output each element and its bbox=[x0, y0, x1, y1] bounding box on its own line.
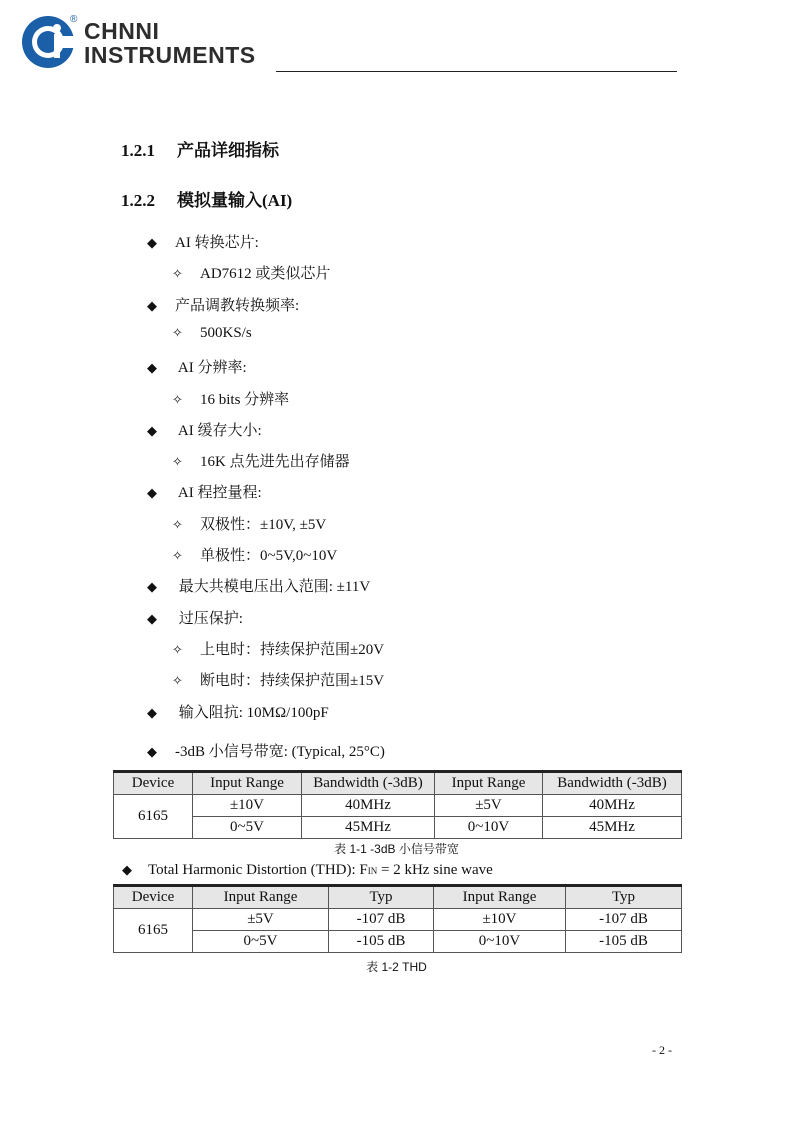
table-header-row bbox=[114, 886, 682, 909]
table-cell: 0~10V bbox=[435, 817, 543, 839]
table-header-cell: Typ bbox=[329, 886, 434, 909]
spec-sub-bullet bbox=[172, 513, 326, 534]
section-heading bbox=[121, 186, 292, 211]
spec-text: 输入阻抗: 10MΩ/100pF bbox=[175, 705, 329, 721]
diamond-bullet-icon: ◆ bbox=[147, 298, 157, 313]
spec-text: AI 程控量程: bbox=[175, 485, 262, 501]
spec-sub-bullet bbox=[172, 638, 384, 659]
table-cell: -107 dB bbox=[566, 909, 682, 931]
logo-text-line2: INSTRUMENTS bbox=[84, 42, 256, 68]
table-cell: 40MHz bbox=[302, 795, 435, 817]
table-row bbox=[114, 909, 682, 931]
spec-text: 16 bits 分辨率 bbox=[200, 392, 290, 408]
spec-bullet bbox=[147, 419, 262, 440]
table-cell: 0~5V bbox=[193, 931, 329, 953]
table-header-cell: Bandwidth (-3dB) bbox=[543, 772, 682, 795]
spec-sub-bullet bbox=[172, 450, 350, 471]
spec-text: 500KS/s bbox=[200, 325, 252, 341]
table-header-cell: Input Range bbox=[193, 886, 329, 909]
spec-sub-bullet bbox=[172, 325, 252, 342]
section-heading bbox=[121, 136, 279, 161]
star-bullet-icon: ✧ bbox=[172, 266, 183, 281]
section-title: 模拟量输入(AI) bbox=[177, 191, 293, 210]
bandwidth-table bbox=[113, 770, 682, 839]
table-caption: 表 1-2 THD bbox=[366, 960, 427, 974]
table-cell-device: 6165 bbox=[114, 909, 193, 953]
spec-bullet bbox=[147, 231, 259, 252]
spec-text: AI 缓存大小: bbox=[175, 423, 262, 439]
thd-text: Total Harmonic Distortion (THD): F bbox=[148, 862, 368, 878]
section-title: 产品详细指标 bbox=[177, 141, 279, 160]
table-row bbox=[114, 931, 682, 953]
spec-bullet bbox=[147, 575, 370, 596]
table-header-cell: Device bbox=[114, 886, 193, 909]
star-bullet-icon: ✧ bbox=[172, 454, 183, 469]
table-cell: -105 dB bbox=[566, 931, 682, 953]
diamond-bullet-icon: ◆ bbox=[147, 744, 157, 759]
spec-sub-bullet bbox=[172, 262, 330, 283]
spec-text: AI 转换芯片: bbox=[175, 235, 259, 251]
table-row bbox=[114, 795, 682, 817]
page-number: - 2 - bbox=[652, 1043, 672, 1057]
spec-bullet bbox=[147, 356, 247, 377]
table-caption: 表 1-1 -3dB 小信号带宽 bbox=[334, 842, 459, 856]
thd-subscript: IN bbox=[367, 866, 378, 876]
chnni-logo-icon bbox=[20, 14, 76, 70]
thd-text-tail: = 2 kHz sine wave bbox=[377, 862, 493, 878]
diamond-bullet-icon: ◆ bbox=[147, 235, 157, 250]
spec-text: 16K 点先进先出存储器 bbox=[200, 454, 350, 470]
spec-text: AI 分辨率: bbox=[175, 360, 247, 376]
table-cell-device: 6165 bbox=[114, 795, 193, 839]
spec-sub-bullet bbox=[172, 544, 337, 565]
spec-sub-bullet bbox=[172, 388, 289, 409]
star-bullet-icon: ✧ bbox=[172, 325, 183, 340]
table-row bbox=[114, 817, 682, 839]
company-logo bbox=[20, 14, 280, 74]
table-header-cell: Input Range bbox=[193, 772, 302, 795]
table-cell: 0~10V bbox=[434, 931, 566, 953]
table-header-cell: Device bbox=[114, 772, 193, 795]
table-cell: ±10V bbox=[434, 909, 566, 931]
spec-bullet bbox=[147, 740, 385, 761]
spec-text: 单极性：0~5V,0~10V bbox=[200, 548, 338, 564]
table-cell: -105 dB bbox=[329, 931, 434, 953]
star-bullet-icon: ✧ bbox=[172, 673, 183, 688]
spec-text: 产品调教转换频率: bbox=[175, 298, 300, 314]
section-number: 1.2.2 bbox=[121, 191, 155, 210]
header-divider bbox=[276, 71, 677, 72]
star-bullet-icon: ✧ bbox=[172, 517, 183, 532]
spec-bullet bbox=[147, 294, 299, 315]
table-cell: ±10V bbox=[193, 795, 302, 817]
spec-sub-bullet bbox=[172, 669, 384, 690]
table-cell: ±5V bbox=[193, 909, 329, 931]
diamond-bullet-icon: ◆ bbox=[122, 862, 132, 877]
spec-bullet bbox=[147, 607, 243, 628]
star-bullet-icon: ✧ bbox=[172, 548, 183, 563]
table-cell: 0~5V bbox=[193, 817, 302, 839]
diamond-bullet-icon: ◆ bbox=[147, 360, 157, 375]
spec-text: 过压保护: bbox=[175, 611, 243, 627]
section-number: 1.2.1 bbox=[121, 141, 155, 160]
diamond-bullet-icon: ◆ bbox=[147, 485, 157, 500]
table-header-row bbox=[114, 772, 682, 795]
diamond-bullet-icon: ◆ bbox=[147, 611, 157, 626]
diamond-bullet-icon: ◆ bbox=[147, 423, 157, 438]
spec-text: 最大共模电压出入范围: ±11V bbox=[175, 579, 371, 595]
table-cell: -107 dB bbox=[329, 909, 434, 931]
diamond-bullet-icon: ◆ bbox=[147, 705, 157, 720]
spec-text: AD7612 或类似芯片 bbox=[200, 266, 331, 282]
spec-text: 断电时：持续保护范围±15V bbox=[200, 673, 385, 689]
spec-text: 上电时：持续保护范围±20V bbox=[200, 642, 385, 658]
diamond-bullet-icon: ◆ bbox=[147, 579, 157, 594]
table-cell: 40MHz bbox=[543, 795, 682, 817]
spec-text: -3dB 小信号带宽: (Typical, 25°C) bbox=[175, 744, 385, 760]
spec-text: 双极性：±10V, ±5V bbox=[200, 517, 327, 533]
star-bullet-icon: ✧ bbox=[172, 642, 183, 657]
table-cell: ±5V bbox=[435, 795, 543, 817]
table-cell: 45MHz bbox=[543, 817, 682, 839]
thd-bullet bbox=[122, 862, 493, 879]
table-header-cell: Input Range bbox=[434, 886, 566, 909]
registered-mark: ® bbox=[70, 14, 78, 25]
spec-bullet bbox=[147, 481, 262, 502]
logo-text-line1: CHNNI bbox=[84, 18, 160, 44]
table-header-cell: Bandwidth (-3dB) bbox=[302, 772, 435, 795]
spec-bullet bbox=[147, 701, 329, 722]
star-bullet-icon: ✧ bbox=[172, 392, 183, 407]
table-header-cell: Typ bbox=[566, 886, 682, 909]
table-header-cell: Input Range bbox=[435, 772, 543, 795]
table-cell: 45MHz bbox=[302, 817, 435, 839]
thd-table bbox=[113, 884, 682, 953]
